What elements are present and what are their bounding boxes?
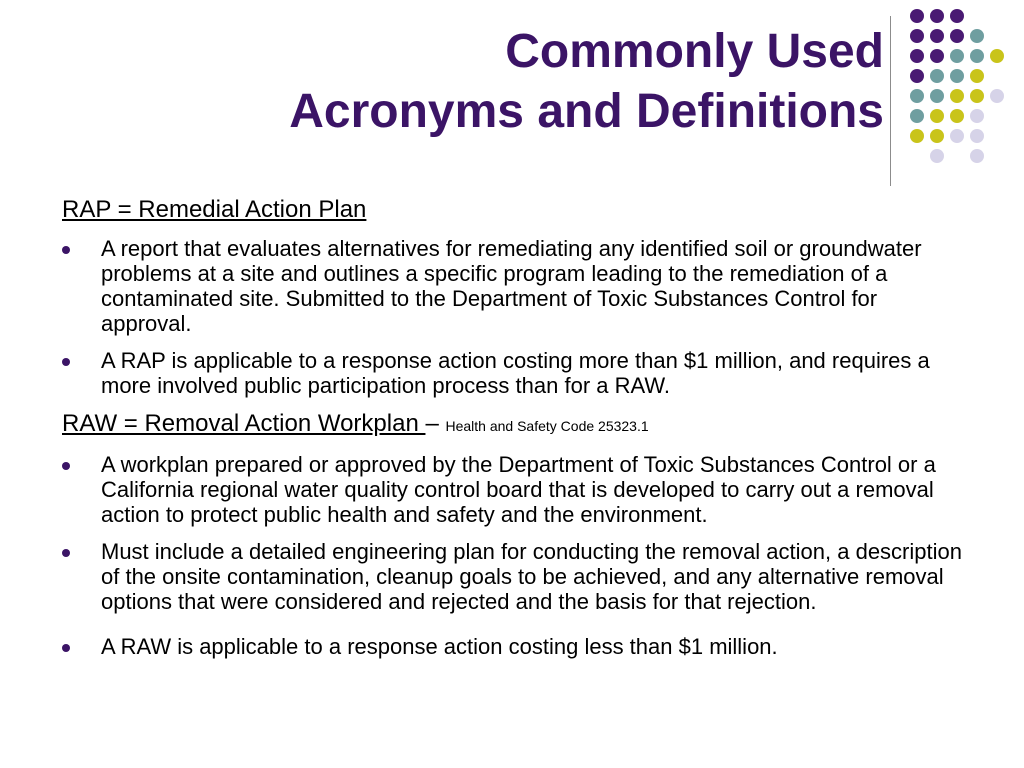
bullet-text: Must include a detailed engineering plan for conducting the removal action, a description of the onsite contamination, cleanup goals to be achieved, and any alternative removal options that were considered and rejected and the basis for that rejection. xyxy=(101,539,962,614)
decorative-dot xyxy=(950,109,964,123)
list-item xyxy=(62,348,972,398)
raw-bullet-list xyxy=(62,452,972,659)
slide-title xyxy=(289,22,884,142)
bullet-text: A RAP is applicable to a response action costing more than $1 million, and requires a more involved public participation process than for a RAW. xyxy=(101,348,930,398)
rap-bullet-list xyxy=(62,236,972,398)
title-line-2: Acronyms and Definitions xyxy=(289,85,884,138)
list-item xyxy=(62,539,972,614)
decorative-dot xyxy=(970,49,984,63)
decorative-dot xyxy=(970,89,984,103)
decorative-dot xyxy=(950,49,964,63)
decorative-dot xyxy=(910,129,924,143)
bullet-icon xyxy=(62,358,70,366)
decorative-dot xyxy=(910,49,924,63)
decorative-dot xyxy=(970,149,984,163)
raw-heading-dash: – xyxy=(425,410,446,437)
raw-heading-text: RAW = Removal Action Workplan xyxy=(62,410,426,437)
bullet-icon xyxy=(62,549,70,557)
slide-body xyxy=(62,196,972,671)
bullet-icon xyxy=(62,462,70,470)
decorative-dot xyxy=(930,129,944,143)
decorative-dot xyxy=(970,129,984,143)
decorative-dot xyxy=(990,89,1004,103)
decorative-dot xyxy=(950,89,964,103)
decorative-dot xyxy=(930,69,944,83)
decorative-dot xyxy=(950,9,964,23)
bullet-text: A report that evaluates alternatives for remediating any identified soil or groundwater problems at a site and outlines a specific program leading to the remediation of a contaminated site. Submitted to the Department of Toxic Substances Control for approval. xyxy=(101,236,922,336)
decorative-dot xyxy=(910,69,924,83)
title-line-1: Commonly Used xyxy=(505,25,884,78)
decorative-dot xyxy=(970,69,984,83)
raw-heading xyxy=(62,410,972,440)
decorative-dot xyxy=(950,129,964,143)
bullet-icon xyxy=(62,644,70,652)
list-item xyxy=(62,634,972,659)
bullet-text: A workplan prepared or approved by the Department of Toxic Substances Control or a California regional water quality control board that is developed to carry out a removal action to protect public health and safety and the environment. xyxy=(101,452,936,527)
bullet-text: A RAW is applicable to a response action costing less than $1 million. xyxy=(101,634,778,659)
decorative-dot xyxy=(930,89,944,103)
raw-heading-note: Health and Safety Code 25323.1 xyxy=(445,418,649,434)
rap-heading xyxy=(62,196,972,224)
decorative-dot xyxy=(930,149,944,163)
rap-heading-text: RAP = Remedial Action Plan xyxy=(62,196,367,223)
decorative-dot xyxy=(950,29,964,43)
decorative-dot xyxy=(910,9,924,23)
decorative-dot xyxy=(990,49,1004,63)
decorative-dot xyxy=(930,9,944,23)
decorative-dot xyxy=(910,89,924,103)
decorative-dot xyxy=(970,29,984,43)
decorative-dot xyxy=(930,29,944,43)
decorative-dot xyxy=(930,49,944,63)
list-item xyxy=(62,452,972,527)
decorative-dot xyxy=(970,109,984,123)
title-divider xyxy=(890,16,891,186)
decorative-dot xyxy=(910,109,924,123)
decorative-dot xyxy=(930,109,944,123)
bullet-icon xyxy=(62,246,70,254)
list-item xyxy=(62,236,972,336)
decorative-dot xyxy=(910,29,924,43)
decorative-dot xyxy=(950,69,964,83)
